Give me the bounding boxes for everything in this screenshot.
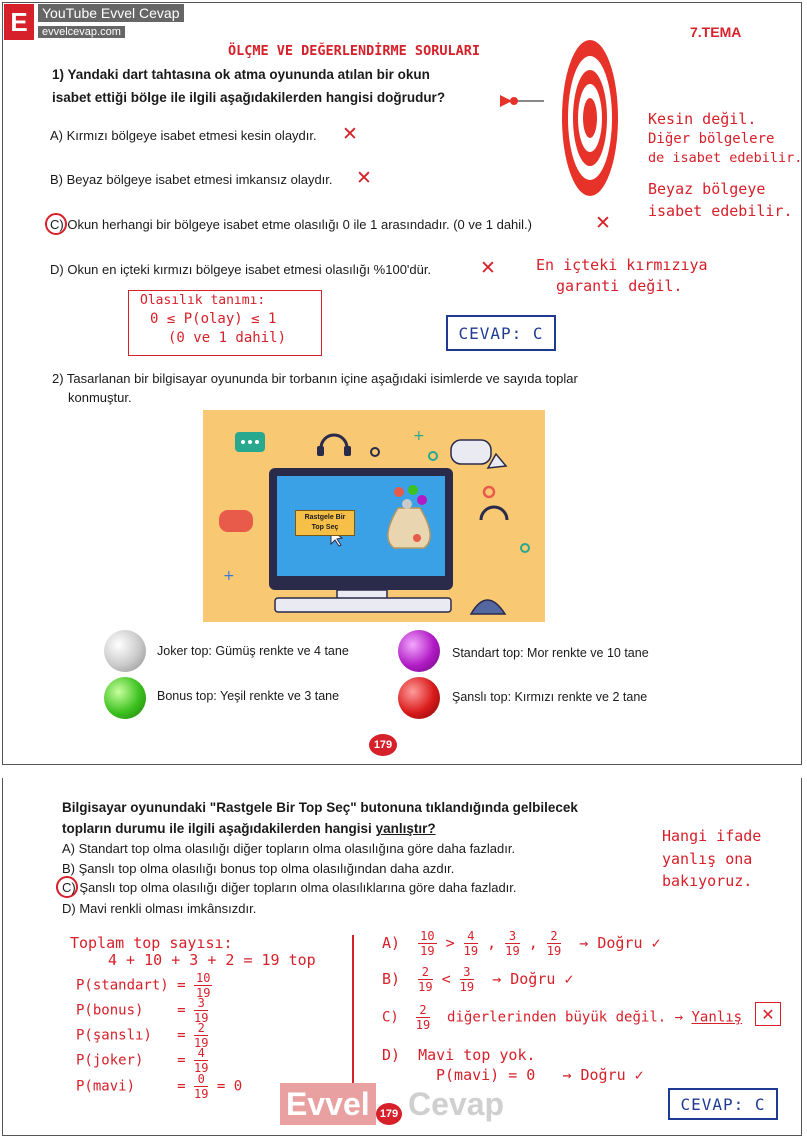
prob-bonus-num: 3 xyxy=(194,997,208,1011)
bonus-ball-icon xyxy=(104,677,146,719)
random-ball-button[interactable] xyxy=(295,510,355,536)
q1-x-d: ✕ xyxy=(480,257,496,279)
solution-b-frac1-num: 2 xyxy=(418,966,432,980)
dart-icon xyxy=(500,92,545,110)
q2-answer-box: CEVAP: C xyxy=(668,1088,778,1120)
q2-question-line2-text: topların durumu ile ilgili aşağıdakilerden hangisi xyxy=(62,821,376,836)
prob-lucky xyxy=(76,1022,208,1049)
solution-d-label: D) xyxy=(382,1046,401,1064)
computer-icon xyxy=(203,410,545,622)
solution-a-frac2 xyxy=(464,930,478,957)
q1-x-b: ✕ xyxy=(356,167,372,189)
solution-a-frac3 xyxy=(505,930,519,957)
solution-c-result: Yanlış xyxy=(691,1009,743,1026)
solution-c-frac-num: 2 xyxy=(416,1004,430,1018)
solution-a-frac2-den: 19 xyxy=(463,944,479,958)
solution-d-line2 xyxy=(436,1066,644,1084)
joker-ball-label: Joker top: Gümüş renkte ve 4 tane xyxy=(157,644,349,658)
random-ball-button-line2: Top Seç xyxy=(311,524,339,531)
q1-note-a-2: Diğer bölgelere xyxy=(648,131,775,147)
game-illustration xyxy=(203,410,545,622)
prob-blue-den: 19 xyxy=(194,1087,209,1101)
solution-c-frac xyxy=(416,1004,430,1031)
prob-blue-suffix: = 0 xyxy=(216,1078,243,1095)
prob-lucky-den: 19 xyxy=(194,1036,209,1050)
prob-bonus-fraction xyxy=(194,997,208,1024)
q2-option-d: D) Mavi renkli olması imkânsızdır. xyxy=(62,901,257,916)
prob-joker-num: 4 xyxy=(194,1047,208,1061)
standard-ball-label: Standart top: Mor renkte ve 10 tane xyxy=(452,646,649,660)
random-ball-button-line1: Rastgele Bir xyxy=(304,514,346,521)
prob-standard xyxy=(76,972,212,999)
solution-a-frac4-den: 19 xyxy=(546,944,562,958)
prob-joker-den: 19 xyxy=(194,1061,209,1075)
prob-standard-den: 19 xyxy=(196,986,211,1000)
solution-a-frac4-num: 2 xyxy=(547,930,561,944)
solution-d-line1 xyxy=(382,1046,536,1064)
solution-b-frac2 xyxy=(460,966,474,993)
q1-option-b: B) Beyaz bölgeye isabet etmesi imkansız olaydır. xyxy=(50,172,333,187)
solution-c-x-box: ✕ xyxy=(755,1002,781,1026)
q1-note-d-1: En içteki kırmızıya xyxy=(536,256,708,274)
solution-c-frac-den: 19 xyxy=(415,1018,431,1032)
lucky-ball-icon xyxy=(398,677,440,719)
q2-note-3: bakıyoruz. xyxy=(662,872,753,890)
q1-stem-line1: 1) Yandaki dart tahtasına ok atma oyununda atılan bir okun xyxy=(52,67,430,82)
logo-badge xyxy=(4,4,34,40)
solution-a-frac3-den: 19 xyxy=(505,944,520,958)
prob-bonus-den: 19 xyxy=(194,1011,209,1025)
solution-b xyxy=(382,966,573,993)
q2-option-b: B) Şanslı top olma olasılığı bonus top olma olasılığından daha azdır. xyxy=(62,861,455,876)
q1-answer-box: CEVAP: C xyxy=(446,315,556,351)
section-title: ÖLÇME VE DEĞERLENDİRME SORULARI xyxy=(228,43,480,59)
solution-a-frac1 xyxy=(418,930,436,957)
q2-stem-line2: konmuştur. xyxy=(68,390,132,405)
page-number: 179 xyxy=(369,734,397,756)
total-expression: 4 + 10 + 3 + 2 = 19 top xyxy=(108,951,316,969)
page-number-bottom: 179 xyxy=(376,1103,402,1125)
q2-note-1: Hangi ifade xyxy=(662,827,762,845)
bonus-ball-label: Bonus top: Yeşil renkte ve 3 tane xyxy=(157,689,340,703)
prob-bonus-label: P(bonus) = xyxy=(76,1002,186,1019)
solution-b-frac1-den: 19 xyxy=(418,980,433,994)
tema-label: 7.TEMA xyxy=(690,24,742,40)
solution-b-frac2-num: 3 xyxy=(460,966,474,980)
prob-standard-label: P(standart) = xyxy=(76,977,186,994)
prob-blue xyxy=(76,1073,242,1100)
prob-lucky-num: 2 xyxy=(194,1022,208,1036)
q2-option-c: C) Şanslı top olma olasılığı diğer topların olma olasılıklarına göre daha fazladır. xyxy=(62,880,517,895)
q1-option-d: D) Okun en içteki kırmızı bölgeye isabet etmesi olasılığı %100'dür. xyxy=(50,262,432,277)
solution-a-result: → Doğru ✓ xyxy=(579,934,661,952)
svg-text:+: + xyxy=(223,568,235,584)
definition-title: Olasılık tanımı: xyxy=(140,293,266,308)
q1-note-b-1: Beyaz bölgeye xyxy=(648,180,766,198)
q2-stem-line1: 2) Tasarlanan bir bilgisayar oyununda bir torbanın içine aşağıdaki isimlerde ve sayıda toplar xyxy=(52,371,578,386)
prob-blue-fraction xyxy=(194,1073,208,1100)
q1-option-c: C) Okun herhangi bir bölgeye isabet etme olasılığı 0 ile 1 arasındadır. (0 ve 1 dahil.) xyxy=(50,217,532,232)
definition-note: (0 ve 1 dahil) xyxy=(168,330,287,346)
solution-c-label: C) xyxy=(382,1009,399,1026)
prob-blue-num: 0 xyxy=(194,1073,208,1087)
q1-note-b-2: isabet edebilir. xyxy=(648,202,793,220)
svg-text:+: + xyxy=(413,428,425,444)
solution-c xyxy=(382,1004,742,1031)
prob-blue-label: P(mavi) = xyxy=(76,1078,186,1095)
solution-a-frac3-num: 3 xyxy=(505,930,519,944)
joker-ball-icon xyxy=(104,630,146,672)
solution-a: A) $\frac{10}{19}$ > $\frac{4}{19}$ , $\frac{3}{19}$ , $\frac{2}{19}$ → Doğru ✓ xyxy=(382,929,661,958)
solution-d-text: Mavi top yok. xyxy=(418,1046,536,1064)
q2-question-wrong-word: yanlıştır? xyxy=(375,821,436,836)
prob-lucky-label: P(şanslı) = xyxy=(76,1027,186,1044)
solution-d-expr: P(mavi) = 0 xyxy=(436,1066,536,1084)
bottom-logo-left: Evvel xyxy=(280,1083,376,1125)
bottom-logo-right: Cevap xyxy=(408,1086,505,1122)
solution-b-result: → Doğru ✓ xyxy=(492,970,574,988)
prob-joker-fraction xyxy=(194,1047,208,1074)
q1-x-c: ✕ xyxy=(595,212,611,234)
solution-a-gt: > xyxy=(445,934,455,952)
q1-note-a-1: Kesin değil. xyxy=(648,110,757,128)
standard-ball-icon xyxy=(398,630,440,672)
total-title: Toplam top sayısı: xyxy=(70,934,233,952)
solution-a-frac1-num: 10 xyxy=(420,929,435,943)
dartboard-icon xyxy=(560,38,620,198)
lucky-ball-label: Şanslı top: Kırmızı renkte ve 2 tane xyxy=(452,690,648,704)
q2-question-line1: Bilgisayar oyunundaki "Rastgele Bir Top Seç" butonuna tıklandığında gelbilecek xyxy=(62,800,578,815)
prob-joker-label: P(joker) = xyxy=(76,1052,186,1069)
solution-a-frac2-num: 4 xyxy=(464,930,478,944)
prob-joker xyxy=(76,1047,208,1074)
prob-lucky-fraction xyxy=(194,1022,208,1049)
q1-note-a-3: de isabet edebilir. xyxy=(648,150,803,166)
logo-letter: E xyxy=(10,6,28,37)
q2-question-line2 xyxy=(62,821,436,836)
prob-standard-num: 10 xyxy=(196,971,211,985)
solution-c-text: diğerlerinden büyük değil. → xyxy=(447,1009,684,1026)
solution-a-frac4 xyxy=(547,930,561,957)
q1-stem-line2: isabet ettiği bölge ile ilgili aşağıdakilerden hangisi doğrudur? xyxy=(52,90,446,105)
youtube-label: YouTube Evvel Cevap xyxy=(38,4,184,22)
solution-a-frac1-den: 19 xyxy=(420,944,435,958)
q1-note-d-2: garanti değil. xyxy=(556,277,683,295)
solution-d-result: → Doğru ✓ xyxy=(562,1066,644,1084)
q1-x-a: ✕ xyxy=(342,123,358,145)
site-label: evvelcevap.com xyxy=(38,26,125,38)
q2-option-a: A) Standart top olma olasılığı diğer topların olma olasılığına göre daha fazladır. xyxy=(62,841,516,856)
solution-a-label: A) xyxy=(382,934,401,952)
solution-b-lt: < xyxy=(441,970,451,988)
q2-note-2: yanlış ona xyxy=(662,850,753,868)
solution-b-label: B) xyxy=(382,970,401,988)
solution-b-frac2-den: 19 xyxy=(459,980,475,994)
solution-b-frac1 xyxy=(418,966,432,993)
prob-standard-fraction xyxy=(194,972,212,999)
definition-formula: 0 ≤ P(olay) ≤ 1 xyxy=(150,311,277,327)
q1-option-a: A) Kırmızı bölgeye isabet etmesi kesin olaydır. xyxy=(50,128,317,143)
prob-bonus xyxy=(76,997,208,1024)
